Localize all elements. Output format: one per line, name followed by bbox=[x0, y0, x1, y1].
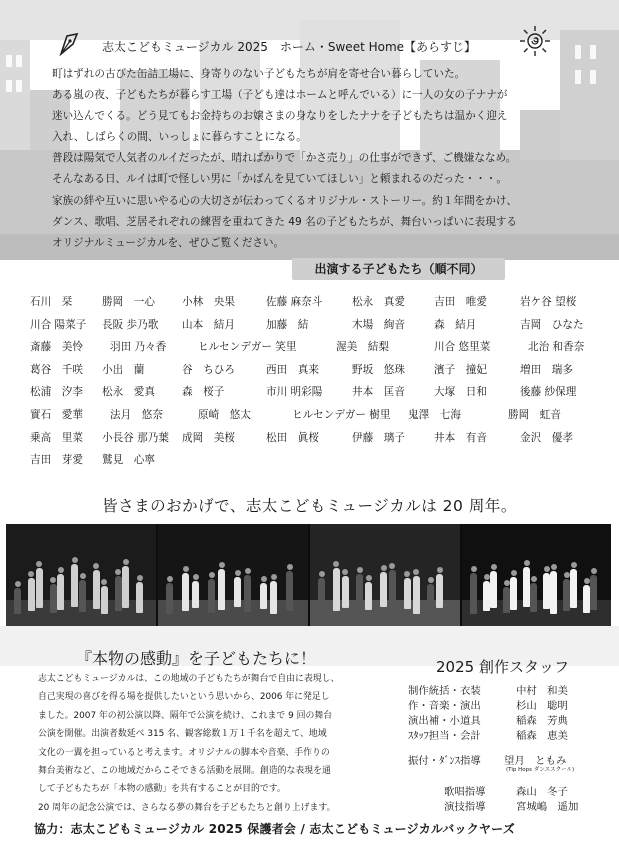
performer-figure bbox=[570, 569, 577, 608]
cast-member: 大塚 日和 bbox=[434, 386, 487, 399]
performer-head bbox=[271, 574, 277, 580]
performer-head bbox=[167, 576, 173, 582]
performer-figure bbox=[490, 571, 497, 608]
cast-member: 渥美 結梨 bbox=[336, 341, 389, 354]
story-header bbox=[46, 30, 586, 62]
synopsis-line: ダンス、歌唱、芝居それぞれの練習を重ねてきた 49 名の子どもたちが、舞台いっぱいに表現する bbox=[52, 215, 517, 228]
staff-role: 歌唱指導 bbox=[444, 786, 486, 798]
cast-member: 吉田 芽愛 bbox=[30, 454, 83, 467]
performer-head bbox=[366, 575, 372, 581]
cast-member: 乗高 里菜 bbox=[30, 431, 83, 444]
cast-heading: 出演する子どもたち（順不同） bbox=[292, 258, 505, 280]
performer-head bbox=[15, 581, 21, 587]
performer-figure bbox=[182, 573, 189, 611]
performer-head bbox=[437, 567, 443, 573]
cast-member: 原崎 悠太 bbox=[198, 408, 251, 421]
synopsis-line: 入れ、しばらくの間、いっしょに暮らすことになる。 bbox=[52, 131, 307, 144]
cast-member: 長阪 歩乃歌 bbox=[102, 318, 159, 331]
performer-figure bbox=[318, 578, 325, 614]
performer-head bbox=[564, 572, 570, 578]
performer-head bbox=[183, 566, 189, 572]
cast-member: ヒルセンデガー 笑里 bbox=[198, 341, 297, 354]
performer-figure bbox=[260, 583, 267, 609]
staff-name: 中村 和美 bbox=[516, 685, 568, 697]
cast-member: 鷲見 心寧 bbox=[102, 454, 155, 467]
performer-head bbox=[319, 571, 325, 577]
performer-head bbox=[193, 574, 199, 580]
performer-figure bbox=[122, 566, 129, 608]
mission-line: 20 周年の記念公演では、さらなる夢の舞台を子どもたちと創り上げます。 bbox=[38, 802, 336, 813]
performer-head bbox=[209, 572, 215, 578]
mission-title: 『本物の感動』を子どもたちに！ bbox=[76, 649, 317, 668]
performer-figure bbox=[523, 567, 530, 607]
cast-member: 濱子 撞妃 bbox=[434, 363, 487, 376]
performer-figure bbox=[563, 579, 570, 611]
staff-role: ｽﾀｯﾌ担当・会計 bbox=[408, 730, 481, 742]
performer-head bbox=[484, 574, 490, 580]
cast-row bbox=[30, 430, 610, 453]
performer-head bbox=[93, 563, 99, 569]
performer-head bbox=[235, 570, 241, 576]
performer-figure bbox=[413, 576, 420, 614]
cast-member: 加藤 結 bbox=[266, 318, 309, 331]
stage-photo-4 bbox=[462, 524, 611, 626]
cast-member: 石川 栞 bbox=[30, 296, 73, 308]
cast-member: 小長谷 那乃葉 bbox=[102, 431, 169, 444]
staff-affiliation: (Tip Hops ダンススクール) bbox=[506, 767, 575, 773]
performer-figure bbox=[427, 584, 434, 611]
performer-figure bbox=[333, 568, 340, 611]
performer-figure bbox=[583, 585, 590, 613]
pen-nib-icon bbox=[58, 32, 80, 56]
performer-head bbox=[115, 569, 121, 575]
mission-line: 文化の一翼を担っていると考えます。オリジナルの脚本や音楽、手作りの bbox=[38, 747, 330, 758]
cast-row bbox=[30, 407, 610, 430]
cast-member: 斎藤 美怜 bbox=[30, 341, 83, 354]
performer-head bbox=[245, 568, 251, 574]
performer-figure bbox=[590, 575, 597, 610]
cast-member: 實石 愛華 bbox=[30, 408, 83, 421]
cast-member: 伊藤 璃子 bbox=[352, 431, 405, 444]
performer-head bbox=[137, 575, 143, 581]
staff-title: 2025 創作スタッフ bbox=[436, 658, 569, 676]
performer-head bbox=[471, 566, 477, 572]
performer-head bbox=[357, 567, 363, 573]
performer-figure bbox=[404, 578, 411, 609]
performer-figure bbox=[244, 575, 251, 612]
performer-head bbox=[219, 562, 225, 568]
cast-member: 森 結月 bbox=[434, 318, 477, 331]
performer-figure bbox=[380, 572, 387, 607]
mission-description bbox=[38, 670, 398, 817]
performer-figure bbox=[115, 576, 122, 611]
cast-member: ヒルセンデガー 樹里 bbox=[292, 408, 391, 421]
synopsis-line: 普段は陽気で人気者のルイだったが、晴ればかりで「かさ売り」の仕事ができず、ご機嫌ななめ。 bbox=[52, 152, 517, 165]
bottom-section bbox=[0, 626, 619, 850]
performer-head bbox=[261, 576, 267, 582]
performer-figure bbox=[218, 569, 225, 610]
performer-head bbox=[428, 577, 434, 583]
performer-figure bbox=[530, 583, 537, 612]
sun-spiral-icon bbox=[518, 24, 552, 58]
cast-member: 山本 結月 bbox=[182, 318, 235, 331]
performer-figure bbox=[503, 587, 510, 613]
performer-head bbox=[511, 570, 517, 576]
performer-head bbox=[36, 561, 42, 567]
staff-name: 稲森 恵美 bbox=[516, 730, 568, 742]
mission-line: 舞台美術など、この地域だからこそできる活動を展開。創造的な表現を通 bbox=[38, 766, 331, 777]
synopsis-line: オリジナルミュージカルを、ぜひご覧ください。 bbox=[52, 236, 285, 249]
performer-figure bbox=[101, 586, 108, 614]
cast-member: 勝岡 一心 bbox=[102, 296, 155, 308]
performer-head bbox=[101, 579, 107, 585]
cooperation-credit: 協力：志太こどもミュージカル 2025 保護者会 / 志太こどもミュージカルバックヤーズ bbox=[34, 822, 515, 836]
performer-figure bbox=[436, 574, 443, 608]
performer-head bbox=[531, 576, 537, 582]
performer-figure bbox=[93, 570, 100, 609]
staff-name: 森山 冬子 bbox=[516, 786, 568, 798]
mission-line: ました。2007 年の初公演以降、隔年で公演を続け、これまで 9 回の舞台 bbox=[38, 710, 333, 721]
performer-figure bbox=[342, 576, 349, 608]
performer-figure bbox=[208, 579, 215, 613]
performer-figure bbox=[79, 580, 86, 612]
synopsis-line: 迷い込んでくる。どう見てもお金持ちのお嬢さまの身なりをしたナナを子どもたちは温かく迎え bbox=[52, 110, 508, 123]
cast-member: 金沢 優孝 bbox=[520, 431, 573, 444]
performer-head bbox=[524, 560, 530, 566]
performer-figure bbox=[14, 588, 21, 614]
performer-head bbox=[389, 563, 395, 569]
cast-member: 井本 有音 bbox=[434, 431, 487, 444]
performer-figure bbox=[166, 583, 173, 614]
performer-figure bbox=[57, 574, 64, 610]
staff-name: 稲森 芳典 bbox=[516, 715, 568, 727]
cast-member: 野坂 悠珠 bbox=[352, 363, 405, 376]
mission-line: 自己実現の喜びを得る場を提供したいという思いから、2006 年に発足し bbox=[38, 692, 330, 703]
cast-member: 市川 明彩陽 bbox=[266, 386, 323, 399]
cast-member: 井本 匡音 bbox=[352, 386, 405, 399]
performer-figure bbox=[550, 571, 557, 614]
performer-figure bbox=[136, 582, 143, 613]
performer-head bbox=[584, 578, 590, 584]
cast-row bbox=[30, 362, 610, 385]
performer-figure bbox=[483, 581, 490, 611]
cast-member: 川合 悠里菜 bbox=[434, 341, 491, 354]
performer-figure bbox=[192, 581, 199, 608]
performer-head bbox=[491, 564, 497, 570]
cast-member: 葛谷 千咲 bbox=[30, 363, 83, 376]
cast-member: 勝岡 虹音 bbox=[508, 408, 561, 421]
performer-figure bbox=[71, 564, 78, 607]
story-title: 志太こどもミュージカル 2025 ホーム・Sweet Home【あらすじ】 bbox=[102, 40, 477, 54]
cast-member: 羽田 乃々香 bbox=[110, 341, 167, 354]
cast-row bbox=[30, 317, 610, 340]
performer-head bbox=[72, 557, 78, 563]
staff-role: 演技指導 bbox=[444, 801, 486, 813]
cast-member: 後藤 紗保理 bbox=[520, 386, 577, 399]
cast-member: 木場 絢音 bbox=[352, 318, 405, 331]
cast-member: 森 桜子 bbox=[182, 386, 225, 399]
performer-figure bbox=[36, 568, 43, 608]
performer-head bbox=[80, 573, 86, 579]
performer-figure bbox=[270, 581, 277, 614]
mission-line: 公演を開催。出演者数延べ 315 名、観客総数１万１千名を超えて、地域 bbox=[38, 729, 327, 740]
staff-role: 振付・ﾀﾞﾝｽ指導 bbox=[408, 755, 481, 767]
performer-head bbox=[413, 569, 419, 575]
performer-figure bbox=[543, 573, 550, 609]
performer-head bbox=[123, 559, 129, 565]
cast-member: 法月 悠奈 bbox=[110, 408, 163, 421]
performer-figure bbox=[365, 582, 372, 610]
performer-head bbox=[381, 565, 387, 571]
synopsis-line: そんなある日、ルイは町で怪しい男に「かばんを見ていてほしい」と頼まれるのだった・・・。 bbox=[52, 173, 507, 186]
performer-figure bbox=[286, 571, 293, 611]
cast-member: 松永 真愛 bbox=[352, 296, 405, 308]
stage-photo-1 bbox=[6, 524, 156, 626]
cast-member: 岩ケ谷 望桜 bbox=[520, 296, 577, 308]
synopsis-line: ある嵐の夜、子どもたちが暮らす工場（子ども達はホームと呼んでいる）に一人の女の子ナナが bbox=[52, 89, 508, 102]
performer-figure bbox=[389, 570, 396, 612]
cast-row bbox=[30, 294, 610, 317]
performer-head bbox=[504, 580, 510, 586]
cast-row bbox=[30, 384, 610, 407]
synopsis-line: 家族の絆や互いに思いやる心の大切さが伝わってくるオリジナル・ストーリー。約１年間をかけ、 bbox=[52, 194, 518, 207]
performer-head bbox=[544, 566, 550, 572]
performer-figure bbox=[470, 573, 477, 614]
cast-member: 吉岡 ひなた bbox=[520, 318, 584, 331]
cast-row bbox=[30, 452, 610, 475]
performer-head bbox=[287, 564, 293, 570]
cast-member: 鬼澤 七海 bbox=[408, 408, 461, 421]
mission-line: 志太こどもミュージカルは、この地域の子どもたちが舞台で自由に表現し、 bbox=[38, 674, 340, 684]
cast-member: 吉田 唯愛 bbox=[434, 296, 487, 308]
performer-head bbox=[342, 569, 348, 575]
cast-member: 松浦 汐李 bbox=[30, 386, 83, 399]
cast-member: 谷 ちひろ bbox=[182, 363, 235, 376]
cast-member: 松永 愛真 bbox=[102, 386, 155, 399]
performer-head bbox=[571, 562, 577, 568]
cast-list bbox=[30, 294, 610, 475]
cast-member: 増田 瑞多 bbox=[520, 363, 573, 376]
performer-head bbox=[28, 571, 34, 577]
performer-figure bbox=[234, 577, 241, 607]
performer-head bbox=[404, 571, 410, 577]
staff-name: 望月 ともみ bbox=[504, 755, 567, 767]
performer-head bbox=[333, 561, 339, 567]
cast-member: 松田 眞桜 bbox=[266, 431, 319, 444]
staff-name: 宮城嶋 遥加 bbox=[516, 801, 579, 813]
staff-role: 演出補・小道具 bbox=[408, 715, 481, 727]
cast-member: 佐藤 麻奈斗 bbox=[266, 296, 323, 308]
performer-figure bbox=[50, 584, 57, 613]
stage-photo-2 bbox=[158, 524, 308, 626]
performer-figure bbox=[356, 574, 363, 613]
performer-figure bbox=[28, 578, 35, 611]
stage-photo-3 bbox=[310, 524, 460, 626]
cast-member: 小出 蘭 bbox=[102, 363, 145, 376]
cast-member: 西田 真来 bbox=[266, 363, 319, 376]
performer-head bbox=[551, 564, 557, 570]
cast-member: 成岡 美桜 bbox=[182, 431, 235, 444]
cast-member: 川合 陽菜子 bbox=[30, 318, 87, 331]
cast-member: 小林 央果 bbox=[182, 296, 235, 308]
cast-row bbox=[30, 339, 610, 362]
anniversary-banner: 皆さまのおかげで、志太こどもミュージカルは 20 周年。 bbox=[102, 497, 517, 515]
performer-head bbox=[58, 567, 64, 573]
staff-name: 杉山 聡明 bbox=[516, 700, 568, 712]
performer-head bbox=[50, 577, 56, 583]
cast-member: 北治 和香奈 bbox=[528, 341, 585, 354]
performance-photo-strip bbox=[6, 524, 611, 626]
performer-head bbox=[591, 568, 597, 574]
synopsis-line: 町はずれの古びた缶詰工場に、身寄りのない子どもたちが肩を寄せ合い暮らしていた。 bbox=[52, 68, 466, 80]
performer-figure bbox=[510, 577, 517, 610]
staff-role: 作・音楽・演出 bbox=[408, 700, 481, 712]
mission-line: して子どもたちが「本物の感動」を共有することが目的です。 bbox=[38, 784, 286, 795]
synopsis-text bbox=[52, 64, 592, 254]
staff-role: 制作統括・衣装 bbox=[408, 685, 481, 697]
